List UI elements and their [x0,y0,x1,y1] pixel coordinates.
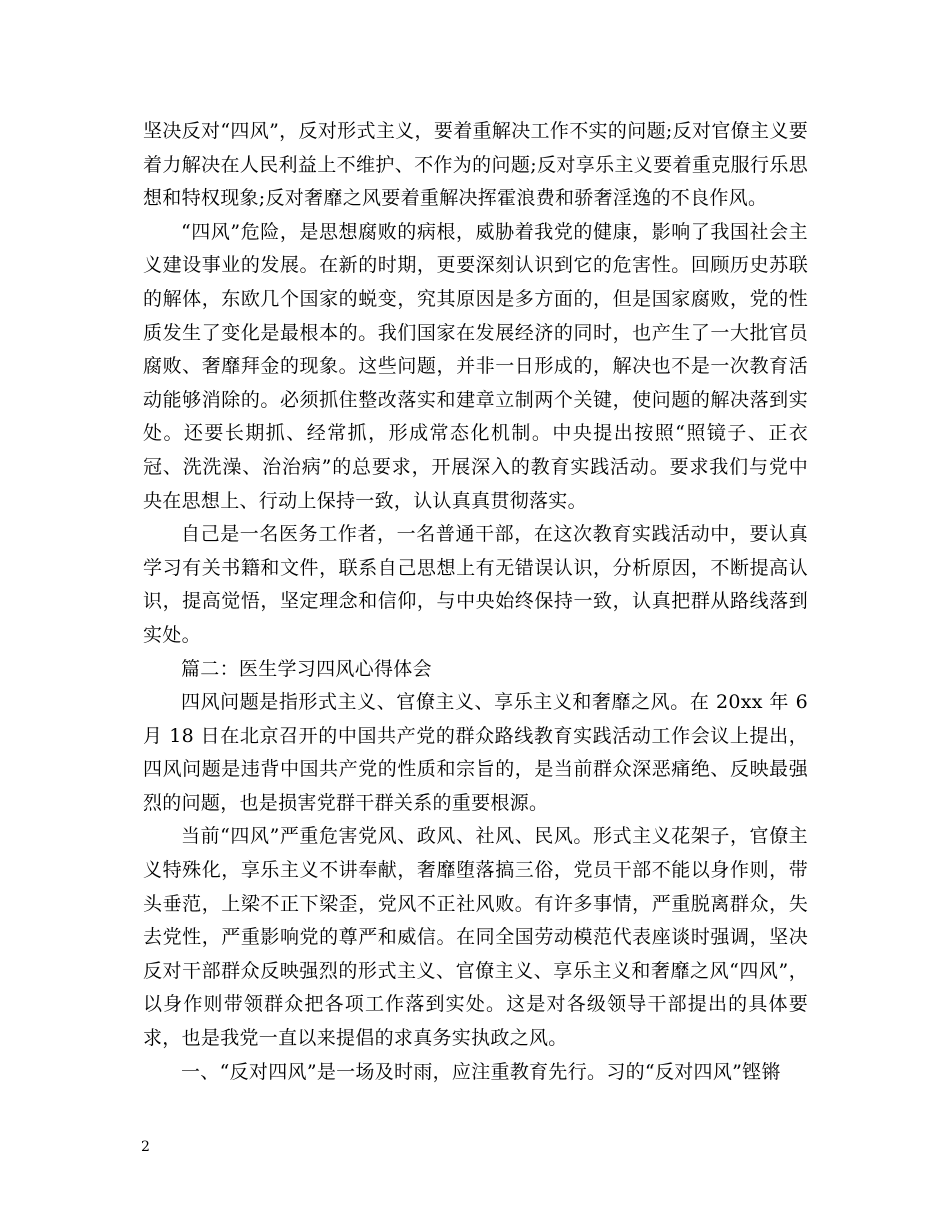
paragraph-four-winds-definition: 四风问题是指形式主义、官僚主义、享乐主义和奢靡之风。在 20xx 年 6 月 18 日在北京召开的中国共产党的群众路线教育实践活动工作会议上提出，四风问题是违背中国共产党的性质和宗旨的，是当前群众深恶痛绝、反映最强烈的问题，也是损害党群干群关系的重要根源。 [143,691,808,814]
paragraph-four-winds-danger: “四风”危险，是思想腐败的病根，威胁着我党的健康，影响了我国社会主义建设事业的发展。在新的时期，更要深刻认识到它的危害性。回顾历史苏联的解体，东欧几个国家的蜕变，究其原因是多方面的，但是国家腐败，党的性质发生了变化是最根本的。我们国家在发展经济的同时，也产生了一大批官员腐败、奢靡拜金的现象。这些问题，并非一日形成的，解决也不是一次教育活动能够消除的。必须抓住整改落实和建章立制两个关键，使问题的解决落到实处。还要长期抓、经常抓，形成常态化机制。中央提出按照“照镜子、正衣冠、洗洗澡、治治病”的总要求，开展深入的教育实践活动。要求我们与党中央在思想上、行动上保持一致，认认真真贯彻落实。 [143,220,808,512]
paragraph-medical-worker: 自己是一名医务工作者，一名普通干部，在这次教育实践活动中，要认真学习有关书籍和文件，联系自己思想上有无错误认识，分析原因，不断提高认识，提高觉悟，坚定理念和信仰，与中央始终保持一致，认真把群从路线落到实处。 [143,523,808,646]
paragraph-current-harm: 当前“四风”严重危害党风、政风、社风、民风。形式主义花架子，官僚主义特殊化，享乐主义不讲奉献，奢靡堕落搞三俗，党员干部不能以身作则，带头垂范，上梁不正下梁歪，党风不正社风败。有许多事情，严重脱离群众，失去党性，严重影响党的尊严和威信。在同全国劳动模范代表座谈时强调，坚决反对干部群众反映强烈的形式主义、官僚主义、享乐主义和奢靡之风“四风”，以身作则带领群众把各项工作落到实处。这是对各级领导干部提出的具体要求，也是我党一直以来提倡的求真务实执政之风。 [143,825,808,1050]
paragraph-continuation: 坚决反对“四风”，反对形式主义，要着重解决工作不实的问题;反对官僚主义要着力解决在人民利益上不维护、不作为的问题;反对享乐主义要着重克服行乐思想和特权现象;反对奢靡之风要着重解决挥霍浪费和骄奢淫逸的不良作风。 [143,120,808,210]
page-number: 2 [141,1139,150,1155]
paragraph-point-one: 一、“反对四风”是一场及时雨，应注重教育先行。习的“反对四风”铿锵 [181,1060,781,1083]
section-heading: 篇二：医生学习四风心得体会 [181,657,432,680]
document-body [143,115,808,1089]
